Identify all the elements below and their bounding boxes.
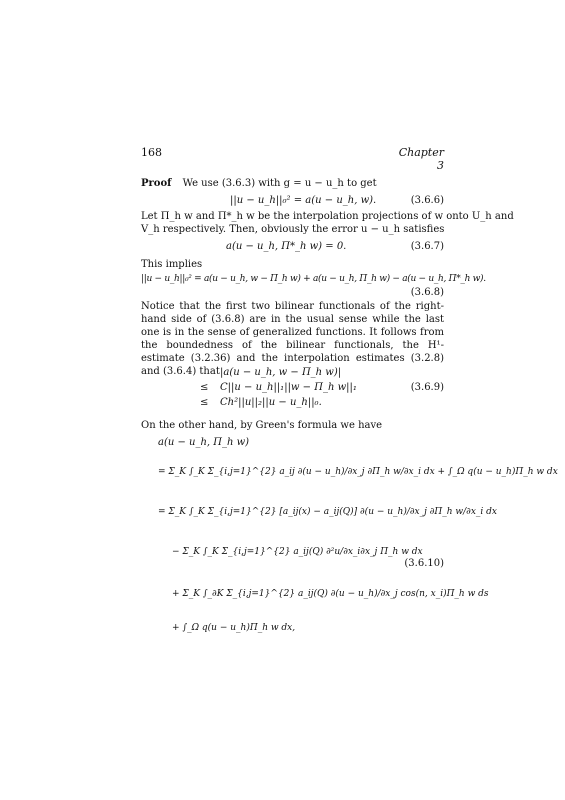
relation-leq: ≤ bbox=[200, 397, 209, 408]
equation-3-6-10-lhs: a(u − u_h, Π_h w) bbox=[158, 437, 250, 448]
proof-intro-line bbox=[141, 177, 377, 190]
proof-label: Proof bbox=[141, 178, 172, 189]
proof-intro: We use (3.6.3) with g = u − u_h to get bbox=[182, 178, 377, 189]
paragraph-boundedness: Notice that the first two bilinear functionals of the right-hand side of (3.6.8) are in the usual sense while the last one is in the sense of generalized functions. It follows from the boundedness of the bilinear functionals, the H¹-estimate (3.2.36) and the interpolation estimates (3.2.8) and (3.6.4) that bbox=[141, 301, 444, 377]
implies-text: This implies bbox=[141, 259, 203, 270]
equation-3-6-9-line1: |a(u − u_h, w − Π_h w)| bbox=[220, 367, 342, 378]
paragraph-line: Let Π_h w and Π*_h w be the interpolation projections of w onto U_h and bbox=[141, 211, 514, 222]
equation-3-6-10-row3: − Σ_K ∫_K Σ_{i,j=1}^{2} a_ij(Q) ∂²u/∂x_i∂x_j Π_h w dx bbox=[172, 547, 423, 557]
equation-number-3-6-6: (3.6.6) bbox=[410, 195, 444, 206]
equation-3-6-10-row4: + Σ_K ∫_∂K Σ_{i,j=1}^{2} a_ij(Q) ∂(u − u_h)/∂x_j cos(n, x_i)Π_h w ds bbox=[172, 589, 489, 599]
paragraph-line: V_h respectively. Then, obviously the error u − u_h satisfies bbox=[141, 224, 445, 235]
equation-3-6-7: a(u − u_h, Π*_h w) = 0. bbox=[226, 241, 347, 252]
equation-3-6-10-row2: = Σ_K ∫_K Σ_{i,j=1}^{2} [a_ij(x) − a_ij(Q)] ∂(u − u_h)/∂x_j ∂Π_h w/∂x_i dx bbox=[158, 507, 497, 517]
equation-number-3-6-8: (3.6.8) bbox=[410, 287, 444, 298]
equation-3-6-9-line3: Ch²||u||₂||u − u_h||₀. bbox=[220, 397, 322, 408]
relation-leq: ≤ bbox=[200, 382, 209, 393]
equation-number-3-6-7: (3.6.7) bbox=[410, 241, 444, 252]
equation-3-6-6: ||u − u_h||₀² = a(u − u_h, w). bbox=[230, 195, 377, 206]
equation-3-6-10-row5: + ∫_Ω q(u − u_h)Π_h w dx, bbox=[172, 623, 296, 633]
equation-number-3-6-9: (3.6.9) bbox=[410, 382, 444, 393]
equation-3-6-10-row1: = Σ_K ∫_K Σ_{i,j=1}^{2} a_ij ∂(u − u_h)/∂x_j ∂Π_h w/∂x_i dx + ∫_Ω q(u − u_h)Π_h w dx bbox=[158, 467, 558, 477]
equation-number-3-6-10: (3.6.10) bbox=[404, 558, 444, 569]
equation-3-6-8: ||u − u_h||₀² = a(u − u_h, w − Π_h w) + a(u − u_h, Π_h w) − a(u − u_h, Π*_h w). bbox=[141, 274, 486, 284]
chapter-label: Chapter 3 bbox=[398, 146, 444, 172]
equation-3-6-9-line2: C||u − u_h||₁||w − Π_h w||₁ bbox=[220, 382, 357, 393]
page-number: 168 bbox=[141, 146, 162, 159]
greens-formula-text: On the other hand, by Green's formula we have bbox=[141, 420, 383, 431]
